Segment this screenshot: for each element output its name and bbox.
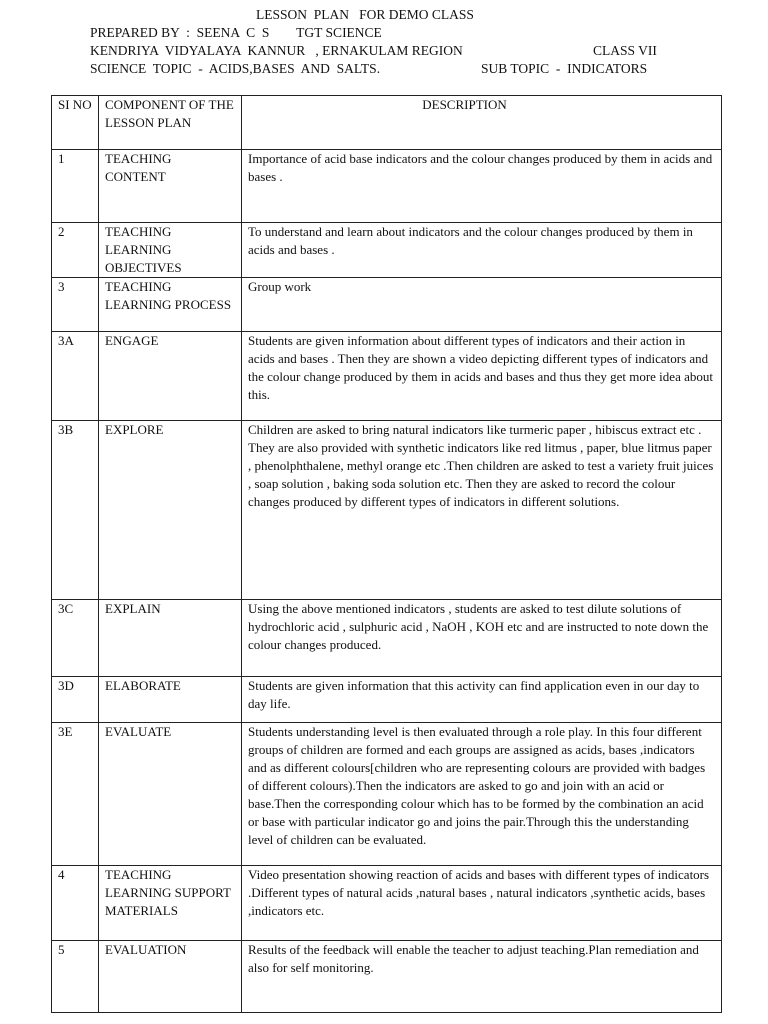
table-row: [52, 866, 722, 941]
header-si-no: SI NO: [52, 96, 99, 150]
row-si: 3: [52, 278, 99, 332]
row-description: Results of the feedback will enable the teacher to adjust teaching.Plan remediation and also for self monitoring.: [242, 941, 722, 1013]
table-row: [52, 723, 722, 866]
school-line: KENDRIYA VIDYALAYA KANNUR , ERNAKULAM REGION: [90, 43, 463, 58]
row-component: TEACHING LEARNING SUPPORT MATERIALS: [99, 866, 242, 941]
row-component: ELABORATE: [99, 677, 242, 723]
document-title: LESSON PLAN FOR DEMO CLASS: [256, 7, 474, 22]
row-si: 3E: [52, 723, 99, 866]
row-si: 3D: [52, 677, 99, 723]
table-row: [52, 941, 722, 1013]
row-component: TEACHING LEARNING OBJECTIVES: [99, 223, 242, 278]
row-description: Children are asked to bring natural indicators like turmeric paper , hibiscus extract etc . They are also provided with synthetic indicators like red litmus , paper, blue litmus paper , phenolphthalene, methyl orange etc .Then children are asked to test a variety fruit juices , soap solution , baking soda solution etc. Then they are asked to record the colour changes produced by different types of indicators in different solutions.: [242, 421, 722, 600]
header-description: DESCRIPTION: [242, 96, 722, 150]
table-row: [52, 223, 722, 278]
row-description: Group work: [242, 278, 722, 332]
row-component: ENGAGE: [99, 332, 242, 421]
row-component: TEACHING CONTENT: [99, 150, 242, 223]
row-si: 2: [52, 223, 99, 278]
table-row: [52, 677, 722, 723]
row-si: 3A: [52, 332, 99, 421]
row-component: EVALUATE: [99, 723, 242, 866]
class-label: CLASS VII: [593, 43, 657, 58]
table-row: [52, 332, 722, 421]
row-description: Video presentation showing reaction of acids and bases with different types of indicators .Different types of natural acids ,natural bases , natural indicators ,synthetic acids, bases ,indicators etc.: [242, 866, 722, 941]
table-header-row: [52, 96, 722, 150]
row-component: TEACHING LEARNING PROCESS: [99, 278, 242, 332]
row-si: 5: [52, 941, 99, 1013]
row-component: EXPLAIN: [99, 600, 242, 677]
row-si: 3C: [52, 600, 99, 677]
row-component: EXPLORE: [99, 421, 242, 600]
topic-line: SCIENCE TOPIC - ACIDS,BASES AND SALTS.: [90, 61, 381, 76]
table-row: [52, 600, 722, 677]
table-row: [52, 150, 722, 223]
header-component: COMPONENT OF THE LESSON PLAN: [99, 96, 242, 150]
row-description: Using the above mentioned indicators , students are asked to test dilute solutions of hydrochloric acid , sulphuric acid , NaOH , KOH etc and are instructed to note down the colour changes produced.: [242, 600, 722, 677]
prepared-by-line: PREPARED BY : SEENA C S TGT SCIENCE: [90, 25, 382, 40]
row-si: 1: [52, 150, 99, 223]
row-si: 3B: [52, 421, 99, 600]
row-description: Students are given information that this activity can find application even in our day to day life.: [242, 677, 722, 723]
row-description: Students are given information about different types of indicators and their action in acids and bases . Then they are shown a video depicting different types of indicators and the colour change produced by them in acids and bases and thus they get more idea about this.: [242, 332, 722, 421]
row-description: Students understanding level is then evaluated through a role play. In this four different groups of children are formed and each groups are assigned as acids, bases ,indicators and as different colours[children who are representing colours are provided with badges of different colours).Then the indicators are asked to go and join with an acid or base.Then the corresponding colour which has to be formed by the combination an acid or base with particular indicator go and joins the pair.Through this the understanding level of children can be evaluated.: [242, 723, 722, 866]
subtopic-label: SUB TOPIC - INDICATORS: [481, 61, 648, 76]
row-description: To understand and learn about indicators and the colour changes produced by them in acids and bases .: [242, 223, 722, 278]
lesson-plan-table: [51, 95, 722, 1013]
table-row: [52, 278, 722, 332]
table-row: [52, 421, 722, 600]
row-si: 4: [52, 866, 99, 941]
row-description: Importance of acid base indicators and the colour changes produced by them in acids and bases .: [242, 150, 722, 223]
row-component: EVALUATION: [99, 941, 242, 1013]
